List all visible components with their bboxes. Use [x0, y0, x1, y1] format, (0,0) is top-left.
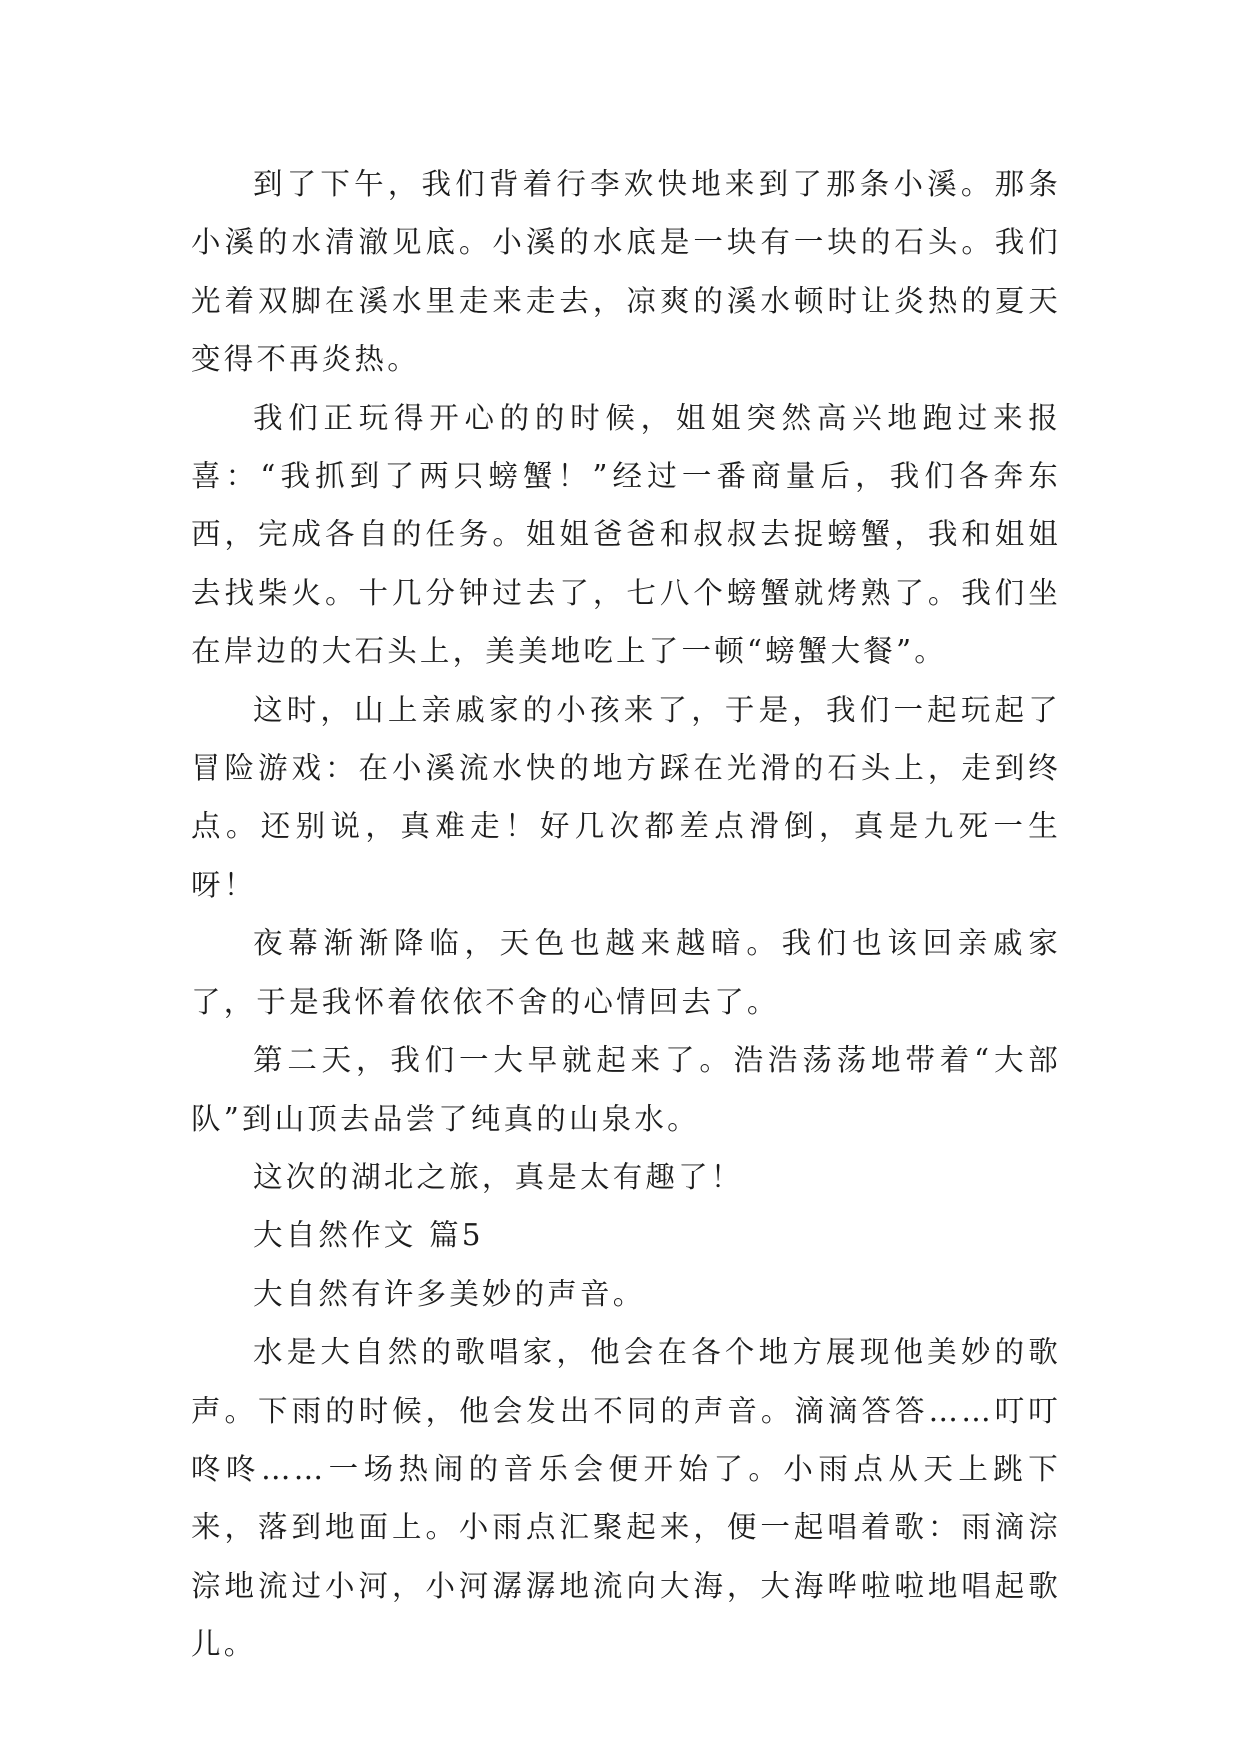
- paragraph-crab-catching: 我们正玩得开心的的时候，姐姐突然高兴地跑过来报喜：“我抓到了两只螃蟹！”经过一番商量后，我们各奔东西，完成各自的任务。姐姐爸爸和叔叔去捉螃蟹，我和姐姐去找柴火。十几分钟过去了，七八个螃蟹就烤熟了。我们坐在岸边的大石头上，美美地吃上了一顿“螃蟹大餐”。: [191, 400, 1061, 669]
- paragraph-adventure-game: 这时，山上亲戚家的小孩来了，于是，我们一起玩起了冒险游戏：在小溪流水快的地方踩在光滑的石头上，走到终点。还别说，真难走！好几次都差点滑倒，真是九死一生呀！: [191, 692, 1061, 902]
- paragraph-water-singer: 水是大自然的歌唱家，他会在各个地方展现他美妙的歌声。下雨的时候，他会发出不同的声音。滴滴答答……叮叮咚咚……一场热闹的音乐会便开始了。小雨点从天上跳下来，落到地面上。小雨点汇聚起来，便一起唱着歌：雨滴淙淙地流过小河，小河潺潺地流向大海，大海哗啦啦地唱起歌儿。: [191, 1335, 1061, 1662]
- essay-body: [191, 155, 1061, 1674]
- paragraph-conclusion: 这次的湖北之旅，真是太有趣了！: [253, 1159, 744, 1194]
- paragraph-afternoon-stream: 到了下午，我们背着行李欢快地来到了那条小溪。那条小溪的水清澈见底。小溪的水底是一块有一块的石头。我们光着双脚在溪水里走来走去，凉爽的溪水顿时让炎热的夏天变得不再炎热。: [191, 167, 1061, 377]
- section-heading: 大自然作文 篇5: [253, 1218, 484, 1253]
- paragraph-nature-sounds-intro: 大自然有许多美妙的声音。: [253, 1276, 646, 1311]
- paragraph-next-day: 第二天，我们一大早就起来了。浩浩荡荡地带着“大部队”到山顶去品尝了纯真的山泉水。: [191, 1043, 1061, 1136]
- paragraph-nightfall: 夜幕渐渐降临，天色也越来越暗。我们也该回亲戚家了，于是我怀着依依不舍的心情回去了。: [191, 926, 1061, 1019]
